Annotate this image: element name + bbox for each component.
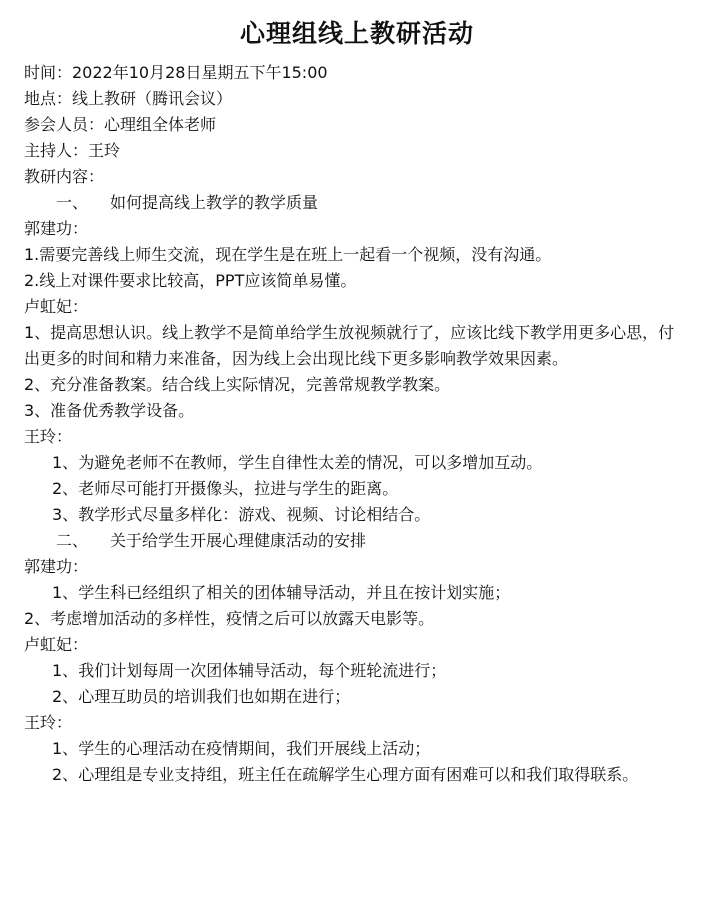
section-number: 一、 [56, 193, 89, 212]
meta-host: 主持人：王玲 [24, 141, 121, 160]
list-item-number: 3、 [52, 505, 79, 524]
section-heading-2 [24, 528, 690, 554]
list-item-text: 老师尽可能打开摄像头，拉进与学生的距离。 [78, 479, 399, 498]
list-item-number: 1、 [52, 583, 79, 602]
list-item-text: 学生科已经组织了相关的团体辅导活动，并且在按计划实施； [78, 583, 511, 602]
list-item [24, 658, 690, 684]
section-heading-1 [24, 190, 690, 216]
meta-content-label: 教研内容： [24, 167, 105, 186]
speaker-name: 卢虹妃： [24, 635, 89, 654]
section-number: 二、 [56, 531, 89, 550]
speaker-line: 2.线上对课件要求比较高，PPT应该简单易懂。 [24, 271, 357, 290]
section-title: 关于给学生开展心理健康活动的安排 [110, 531, 367, 550]
list-item [24, 476, 690, 502]
list-item [24, 736, 690, 762]
speaker-name: 王玲： [24, 713, 73, 732]
list-item-text: 教学形式尽量多样化：游戏、视频、讨论相结合。 [78, 505, 431, 524]
document-title: 心理组线上教研活动 [239, 19, 474, 48]
list-item [24, 762, 690, 788]
meta-attendees: 参会人员：心理组全体老师 [24, 115, 217, 134]
list-item-number: 2、 [52, 479, 79, 498]
speaker-name: 王玲： [24, 427, 73, 446]
list-item-text: 学生的心理活动在疫情期间，我们开展线上活动； [78, 739, 431, 758]
list-item [24, 450, 690, 476]
list-item [24, 684, 690, 710]
section-title: 如何提高线上教学的教学质量 [110, 193, 319, 212]
speaker-line: 2、充分准备教案。结合线上实际情况，完善常规教学教案。 [24, 375, 451, 394]
list-item-text: 为避免老师不在教师，学生自律性太差的情况，可以多增加互动。 [78, 453, 543, 472]
speaker-line: 3、准备优秀教学设备。 [24, 401, 195, 420]
speaker-name: 郭建功： [24, 219, 89, 238]
speaker-line: 2、考虑增加活动的多样性，疫情之后可以放露天电影等。 [24, 609, 435, 628]
list-item-number: 1、 [52, 739, 79, 758]
meta-time: 时间：2022年10月28日星期五下午15:00 [24, 63, 328, 82]
speaker-paragraph: 1、提高思想认识。线上教学不是简单给学生放视频就行了，应该比线下教学用更多心思，付出更多的时间和精力来准备，因为线上会出现比线下更多影响教学效果因素。 [24, 323, 675, 368]
speaker-name: 卢虹妃： [24, 297, 89, 316]
list-item [24, 502, 690, 528]
list-item-number: 2、 [52, 687, 79, 706]
list-item [24, 580, 690, 606]
list-item-number: 1、 [52, 661, 79, 680]
list-item-number: 1、 [52, 453, 79, 472]
meta-place: 地点：线上教研（腾讯会议） [24, 89, 233, 108]
speaker-line: 1.需要完善线上师生交流，现在学生是在班上一起看一个视频，没有沟通。 [24, 245, 552, 264]
list-item-text: 心理组是专业支持组，班主任在疏解学生心理方面有困难可以和我们取得联系。 [78, 765, 639, 784]
list-item-number: 2、 [52, 765, 79, 784]
list-item-text: 我们计划每周一次团体辅导活动，每个班轮流进行； [78, 661, 447, 680]
list-item-text: 心理互助员的培训我们也如期在进行； [78, 687, 351, 706]
speaker-name: 郭建功： [24, 557, 89, 576]
